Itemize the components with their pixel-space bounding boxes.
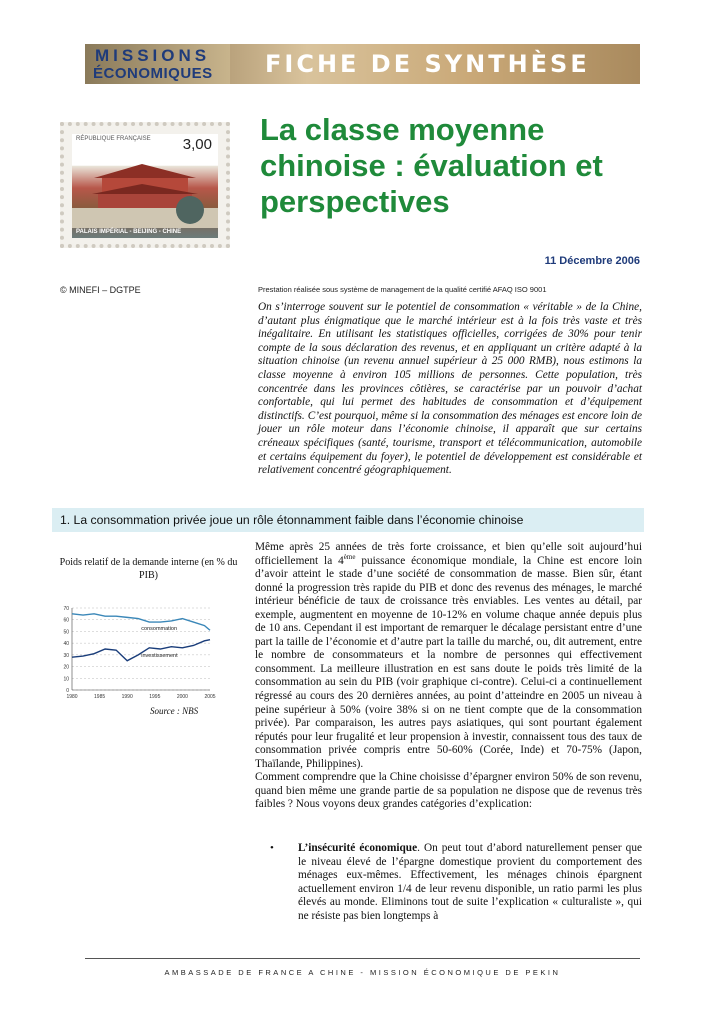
demand-chart [60,600,220,705]
stamp-price: 3,00 [182,136,212,153]
y-tick-label: 40 [63,641,69,648]
document-title: La classe moyenne chinoise : évaluation et perspectives [260,112,603,219]
copyright: © MINEFI – DGTPE [60,285,141,295]
footer-divider [85,958,640,959]
x-tick-label: 2005 [204,694,216,700]
superscript-eme: ème [343,552,356,561]
x-tick-label: 1985 [94,694,106,700]
y-tick-label: 10 [63,676,69,683]
logo-economiques: ÉCONOMIQUES [93,65,213,82]
x-tick-label: 1980 [66,694,78,700]
logo-missions: MISSIONS [95,46,211,65]
stamp-picture [72,134,218,238]
paragraph-1b: puissance économique mondiale, la Chine est encore loin d’avoir atteint le stade d’une société de consommation de masse. Bien sûr, étant donné la progression très rapide du PIB et donc des revenus des ménages, le marché intérieur bénéficie de taux de croissance très enviables. Les ventes au détail, par exemple, augmentent en moyenne de 10-12% en volume chaque année depuis plus de 10 ans. Cependant il est important de remarquer le décalage persistant entre d’une part la taille de l’économie et d’autre part la taille du marché, ou, dit autrement, entre le nombre de consommateurs et la nombre de personnes qui effectivement consomment. La meilleure illustration en est sans doute le poids très limité de la consommation au sein du PIB (voir graphique ci-contre). Celui-ci a continuellement régressé au cours des 20 dernières années, au point d’atteindre en 2005 un niveau à peine supérieur à 50% (voire 38% si on ne tient compte que de la consommation privée). Par comparaison, les autres pays asiatiques, qui sont pourtant également réputés pour leur frugalité et leur propension à investir, connaissent tous des taux de consommation privée compris entre 50-60% (Corée, Inde) et 70-75% (Japon, Thaïlande, Philippines). [255,554,642,770]
series-label: consommation [141,626,178,633]
abstract: On s’interroge souvent sur le potentiel de consommation « véritable » de la Chine, d’autant plus énigmatique que le marché intérieur est à la fois très vaste et très inégalitaire. En utilisant les statistiques officielles, corrigées de 30% pour tenir compte de la sous déclaration des revenus, et en appliquant un critère adapté à la situation chinoise (un revenu annuel supérieur à 25 000 RMB), nous estimons la classe moyenne à environ 105 millions de personnes. Cette population, très concentrée dans les provinces côtières, se caractérise par un pouvoir d’achat confortable, qui lui permet des habitudes de consommation et d’équipement distinctifs. C’est pourquoi, même si la consommation des ménages est encore loin de jouer un rôle moteur dans l’économie chinoise, il apparaît que sur certains créneaux spécifiques (santé, tourisme, transport et télécommunication, automobile et certains équipement du foyer), le potentiel de développement est considérable et relativement concentré géographiquement. [258,301,642,477]
stamp-country: RÉPUBLIQUE FRANÇAISE [76,136,151,142]
document-date: 11 Décembre 2006 [544,255,640,267]
paragraph-1a: Même après 25 années de très forte croissance, et bien qu’elle soit aujourd’hui officiellement la 4 [255,541,642,567]
y-tick-label: 30 [63,652,69,659]
bullet-item [298,842,642,923]
logo-block [85,44,230,84]
x-tick-label: 1990 [121,694,133,700]
y-tick-label: 20 [63,664,69,671]
bullet-heading: L’insécurité économique [298,842,418,854]
chart-title: Poids relatif de la demande interne (en % du PIB) [59,557,238,581]
series-label: investissement [141,652,178,659]
y-tick-label: 0 [66,688,69,694]
header-banner [85,44,640,84]
x-tick-label: 1995 [149,694,161,700]
quality-note: Prestation réalisée sous système de management de la qualité certifié AFAQ ISO 9001 [258,285,547,294]
footer: AMBASSADE DE FRANCE A CHINE - MISSION ÉCONOMIQUE DE PEKIN [164,968,561,977]
paragraph-2: Comment comprendre que la Chine choisisse d’épargner environ 50% de son revenu, quand bien même une grande partie de sa population ne dispose que de revenus très faibles ? Nous voyons deux grandes catégories d’explication: [255,771,642,811]
chart-source: Source : NBS [150,706,199,716]
x-tick-label: 2000 [176,694,188,700]
body-paragraphs [255,541,642,812]
y-tick-label: 70 [63,606,69,612]
stamp-image [60,122,230,248]
stamp-caption: PALAIS IMPÉRIAL - BEIJING - CHINE [76,229,182,235]
bullet-marker: • [270,842,274,854]
banner-title: FICHE DE SYNTHÈSE [265,50,590,78]
y-tick-label: 50 [63,629,69,636]
section-heading-1: 1. La consommation privée joue un rôle étonnamment faible dans l’économie chinoise [52,508,644,532]
bullet-body: . On peut tout d’abord naturellement penser que le niveau élevé de l’épargne domestique provient du comportement des ménages eux-mêmes. Effectivement, les ménages chinois épargnent actuellement environ 1/4 de leur revenu disponible, un ratio parmi les plus élevés au monde. Eliminons tout de suite l’explication « culturaliste », qui ne résiste pas bien longtemps à [298,842,642,922]
y-tick-label: 60 [63,617,69,624]
